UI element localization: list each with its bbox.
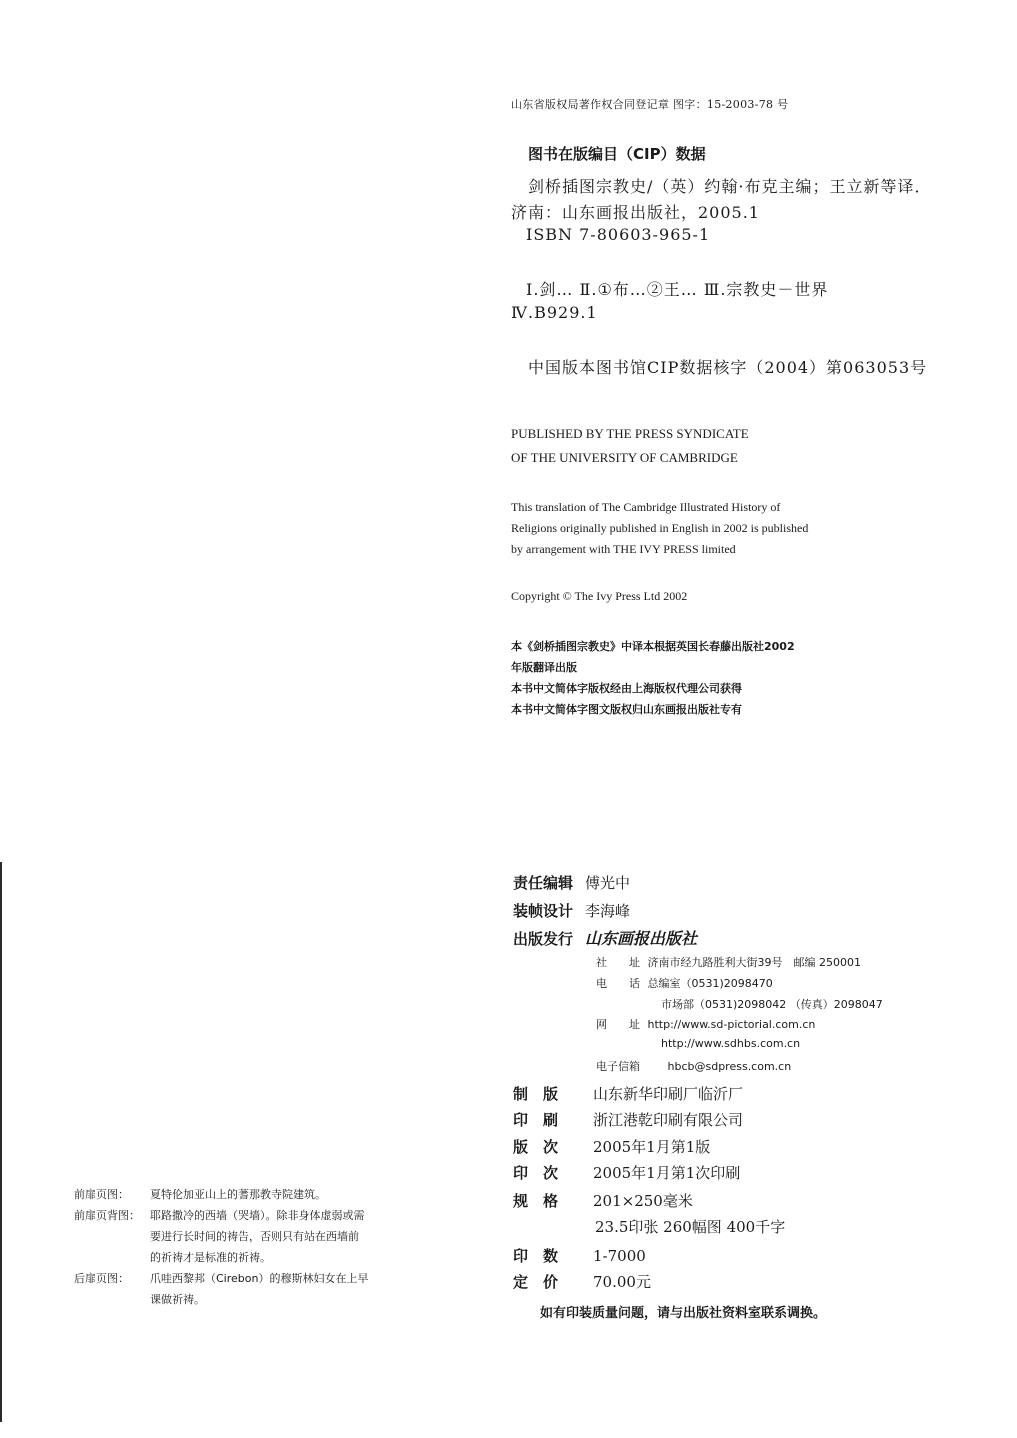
caption-front-bg-text-2: 要进行长时间的祷告，否则只有站在西墙前 [150, 1230, 359, 1243]
page-edge-line [0, 862, 2, 1422]
caption-front [74, 1184, 368, 1205]
credit-publisher [513, 926, 697, 949]
caption-front-bg-text-1: 耶路撒冷的西墙（哭墙）。除非身体虚弱或需 [150, 1209, 365, 1222]
phone-value-2: 市场部（0531)2098042 （传真）2098047 [661, 998, 883, 1011]
address-value: 济南市经九路胜利大街39号 邮编 250001 [647, 956, 861, 969]
edition-label: 版 次 [513, 1138, 559, 1156]
credit-spec [513, 1190, 693, 1211]
cip-title-line: 剑桥插图宗教史/（英）约翰·布克主编；王立新等译． [528, 177, 932, 196]
rights-line-4: 本书中文简体字图文版权归山东画报出版社专有 [511, 703, 742, 716]
printer-value: 浙江港乾印刷有限公司 [593, 1111, 744, 1129]
edition-value: 2005年1月第1版 [593, 1138, 711, 1156]
caption-back-text-2: 课做祈祷。 [150, 1293, 205, 1306]
quality-notice: 如有印装质量问题，请与出版社资料室联系调换。 [540, 1306, 827, 1321]
publisher-name-logo: 山东画报出版社 [585, 929, 698, 948]
credit-printer [513, 1109, 743, 1130]
credit-edition [513, 1136, 710, 1157]
editor-name: 傅光中 [585, 874, 631, 892]
design-name: 李海峰 [585, 902, 631, 920]
phone-label: 电 话 [596, 977, 640, 990]
caption-back [74, 1268, 368, 1289]
caption-front-text: 夏特伦加亚山上的蓍那教寺院建筑。 [150, 1188, 326, 1201]
credit-editor [513, 872, 630, 893]
copyright-line: Copyright © The Ivy Press Ltd 2002 [511, 589, 688, 603]
web-value-1: http://www.sd-pictorial.com.cn [647, 1018, 816, 1031]
copies-value: 1-7000 [593, 1247, 646, 1265]
translation-line-2: Religions originally published in English in 2002 is published [511, 521, 809, 535]
email-line [596, 1058, 791, 1074]
plate-label: 制 版 [513, 1085, 559, 1103]
rights-chinese [511, 636, 795, 720]
publisher-line-2: OF THE UNIVERSITY OF CAMBRIDGE [511, 450, 738, 465]
cip-heading: 图书在版编目（CIP）数据 [528, 145, 706, 163]
web-label: 网 址 [596, 1018, 640, 1031]
publisher-english [511, 423, 749, 468]
credit-impression [513, 1162, 740, 1183]
registration-line: 山东省版权局著作权合同登记章 图字：15-2003-78 号 [511, 98, 789, 111]
address-line [596, 954, 861, 970]
credit-plate [513, 1083, 743, 1104]
caption-front-bg [74, 1205, 368, 1226]
email-label: 电子信箱 [596, 1060, 640, 1073]
impression-label: 印 次 [513, 1164, 559, 1182]
editor-label: 责任编辑 [513, 874, 574, 892]
plate-value: 山东新华印刷厂临沂厂 [593, 1085, 744, 1103]
rights-line-1: 本《剑桥插图宗教史》中译本根据英国长春藤出版社2002 [511, 640, 795, 653]
impression-value: 2005年1月第1次印刷 [593, 1164, 741, 1182]
credit-copies [513, 1245, 646, 1266]
web-value-2: http://www.sdhbs.com.cn [661, 1037, 801, 1050]
printer-label: 印 刷 [513, 1111, 559, 1129]
credit-design [513, 900, 630, 921]
translation-line-3: by arrangement with THE IVY PRESS limited [511, 542, 736, 556]
rights-line-2: 年版翻译出版 [511, 661, 577, 674]
caption-front-bg-label: 前扉页背图： [74, 1209, 140, 1222]
cip-classification-1: Ⅰ.剑… Ⅱ.①布…②王… Ⅲ.宗教史－世界 [526, 280, 829, 299]
phone-line [596, 975, 773, 991]
translation-note [511, 497, 808, 560]
web-line [596, 1016, 815, 1032]
publisher-label: 出版发行 [513, 930, 574, 948]
cip-approval-number: 中国版本图书馆CIP数据核字（2004）第063053号 [528, 358, 928, 377]
phone-value-1: 总编室（0531)2098470 [647, 977, 773, 990]
publisher-line-1: PUBLISHED BY THE PRESS SYNDICATE [511, 426, 749, 441]
caption-back-label: 后扉页图： [74, 1272, 129, 1285]
picture-captions [74, 1184, 368, 1310]
spec-value-1: 201×250毫米 [593, 1192, 693, 1210]
caption-front-label: 前扉页图： [74, 1188, 129, 1201]
credit-price [513, 1271, 651, 1292]
spec-label: 规 格 [513, 1192, 559, 1210]
rights-line-3: 本书中文简体字版权经由上海版权代理公司获得 [511, 682, 742, 695]
cip-isbn: ISBN 7-80603-965-1 [526, 225, 711, 244]
spec-value-2: 23.5印张 260幅图 400千字 [595, 1218, 786, 1236]
email-value: hbcb@sdpress.com.cn [667, 1060, 792, 1073]
translation-line-1: This translation of The Cambridge Illustrated History of [511, 500, 781, 514]
price-label: 定 价 [513, 1273, 559, 1291]
design-label: 装帧设计 [513, 902, 574, 920]
caption-back-text-1: 爪哇西黎邦（Cirebon）的穆斯林妇女在上早 [150, 1272, 369, 1285]
cip-publisher-line: 济南：山东画报出版社，2005.1 [511, 203, 760, 222]
cip-classification-2: Ⅳ.B929.1 [511, 303, 598, 322]
address-label: 社 址 [596, 956, 640, 969]
price-value: 70.00元 [593, 1273, 651, 1291]
caption-front-bg-text-3: 的祈祷才是标准的祈祷。 [150, 1251, 271, 1264]
copies-label: 印 数 [513, 1247, 559, 1265]
